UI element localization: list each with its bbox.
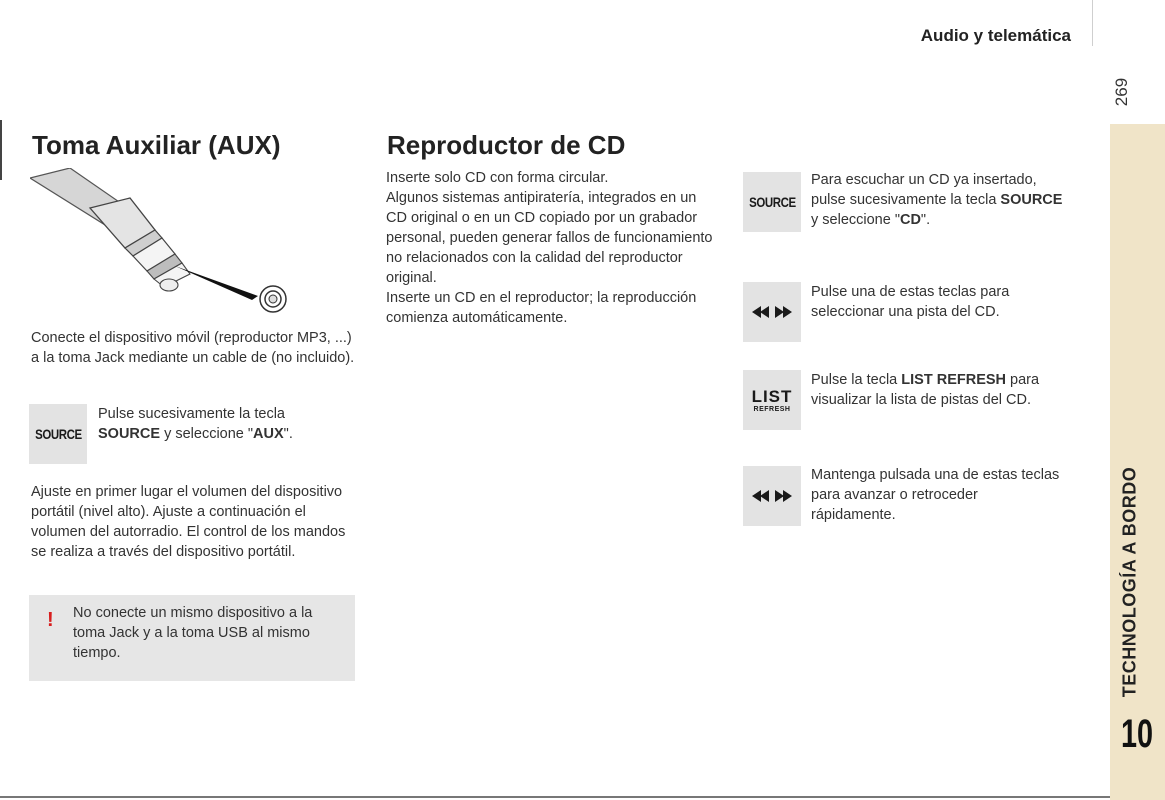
chapter-title-text: TECHNOLOGÍA A BORDO <box>1119 466 1140 698</box>
warning-icon: ! <box>47 609 54 631</box>
aux-source-instruction-mid: y seleccione " <box>160 426 254 442</box>
seek-keys-track <box>743 282 801 342</box>
jack-plug-illustration <box>30 168 300 316</box>
source-key-aux <box>29 404 87 464</box>
left-edge-mark <box>0 120 2 180</box>
aux-section-title: Toma Auxiliar (AUX) <box>32 130 281 160</box>
aux-source-instruction-pre: Pulse sucesivamente la tecla <box>98 406 285 422</box>
warning-box <box>29 595 355 681</box>
aux-source-instruction-post: ". <box>283 426 293 442</box>
cd-list-refresh-text <box>811 370 1071 410</box>
cd-fast-seek-text: Mantenga pulsada una de estas teclas para avanzar o retroceder rápidamente. <box>811 467 1060 523</box>
aux-connect-text: Conecte el dispositivo móvil (reproductor MP3, ...) a la toma Jack mediante un cable de (no incluido). <box>31 330 355 366</box>
aux-source-instruction <box>98 404 338 444</box>
cd-list-refresh-post: para visualizar la lista de pistas del CD. <box>811 372 1040 408</box>
chapter-number: 10 <box>1120 712 1154 756</box>
aux-source-instruction-key: SOURCE <box>98 426 161 442</box>
header-divider <box>1092 0 1093 46</box>
cd-list-refresh-key: LIST REFRESH <box>901 372 1007 388</box>
cd-source-instruction-pre: Para escuchar un CD ya insertado, pulse sucesivamente la tecla <box>811 172 1037 208</box>
cd-section-title: Reproductor de CD <box>387 130 626 160</box>
cd-source-instruction <box>811 170 1071 230</box>
list-refresh-key-small: REFRESH <box>753 405 791 413</box>
aux-adjust-text: Ajuste en primer lugar el volumen del dispositivo portátil (nivel alto). Ajuste a continuación el volumen del autorradio. El control de los mandos se realiza a través del dispositivo portátil. <box>31 484 346 560</box>
seek-arrows-icon <box>750 304 794 320</box>
seek-keys-fast <box>743 466 801 526</box>
cd-body-line: Algunos sistemas antipiratería, integrados en un CD original o en un CD copiado por un grabador personal, pueden generar fallos de funcionamiento no relacionados con la calidad del reproductor original. <box>386 190 713 286</box>
page-number: 269 <box>1112 77 1131 107</box>
list-refresh-key-big: LIST <box>751 386 793 406</box>
cd-source-instruction-key: SOURCE <box>1000 192 1063 208</box>
source-key-label: SOURCE <box>748 194 796 210</box>
cd-source-instruction-value: CD <box>899 212 921 228</box>
cd-source-instruction-post: ". <box>920 212 931 228</box>
cd-body-line: Inserte solo CD con forma circular. <box>386 170 609 186</box>
source-key-label: SOURCE <box>34 426 82 442</box>
warning-text: No conecte un mismo dispositivo a la toma Jack y a la toma USB al mismo tiempo. <box>73 605 313 661</box>
seek-arrows-icon <box>750 488 794 504</box>
aux-source-instruction-value: AUX <box>253 426 284 442</box>
chapter-title <box>1110 464 1150 700</box>
list-refresh-key <box>743 370 801 430</box>
section-header-title: Audio y telemática <box>920 26 1071 45</box>
cd-source-instruction-mid: y seleccione " <box>811 212 900 228</box>
bottom-divider <box>0 796 1110 798</box>
cd-body-line: Inserte un CD en el reproductor; la reproducción comienza automáticamente. <box>386 290 697 326</box>
cd-select-track-text: Pulse una de estas teclas para seleccionar una pista del CD. <box>811 284 1010 320</box>
cd-body-text <box>386 168 716 328</box>
source-key-cd <box>743 172 801 232</box>
cd-list-refresh-pre: Pulse la tecla <box>811 372 902 388</box>
